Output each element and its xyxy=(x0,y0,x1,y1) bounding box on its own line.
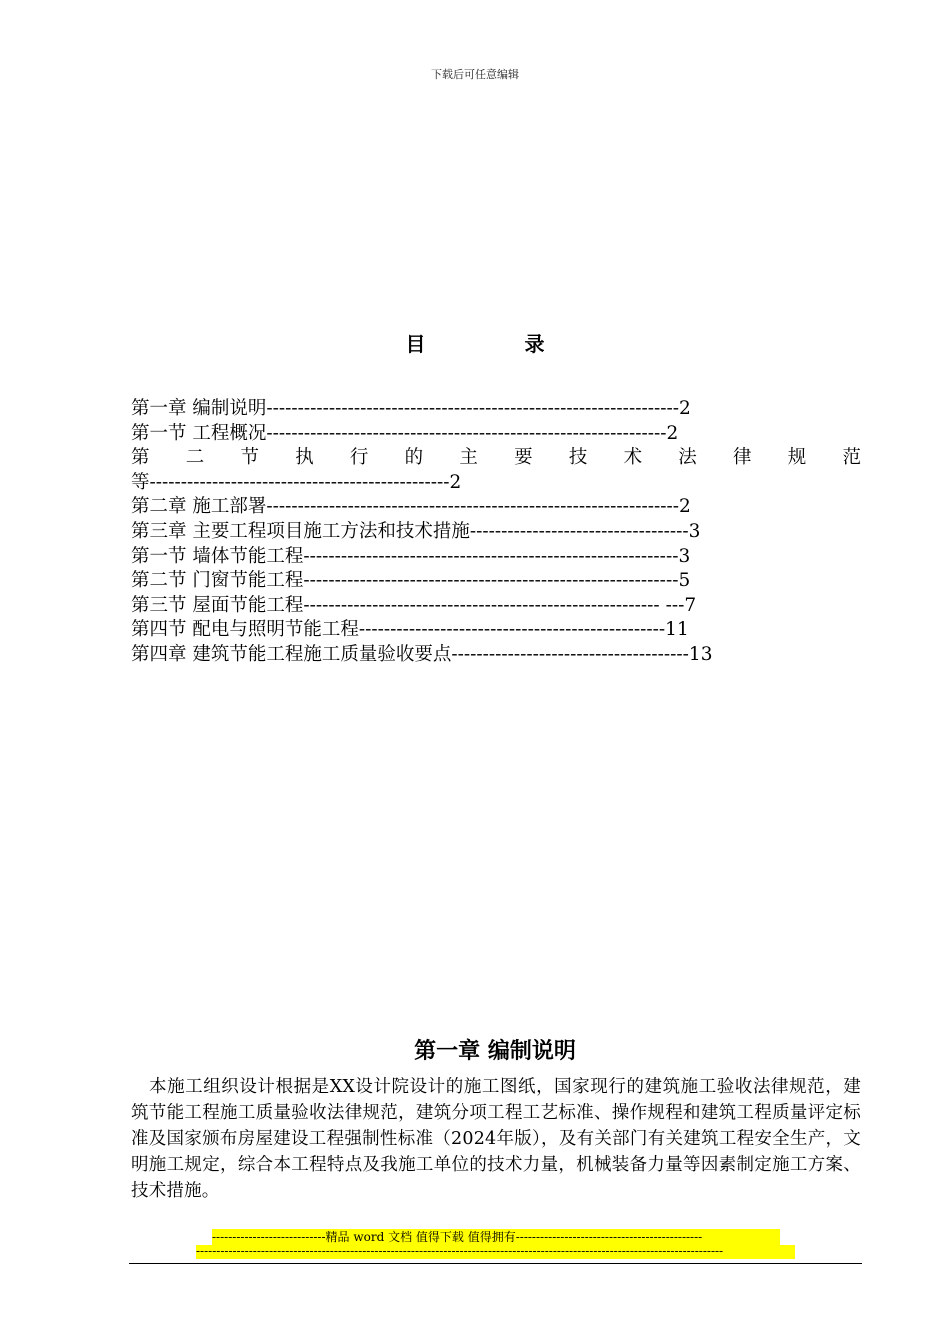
toc-entry: 第二节 门窗节能工程------------------------------------------------------------5 xyxy=(131,570,691,592)
toc-entry: 第一节 墙体节能工程------------------------------------------------------------3 xyxy=(131,545,691,567)
toc-entry: 第四节 配电与照明节能工程-------------------------------------------------11 xyxy=(131,619,689,641)
toc-entry: 第一章 编制说明------------------------------------------------------------------2 xyxy=(131,398,691,419)
toc-entry: 第三节 屋面节能工程--------------------------------------------------------- ---7 xyxy=(131,594,697,616)
chapter-paragraph: 本施工组织设计根据是XX设计院设计的施工图纸，国家现行的建筑施工验收法律规范，建筑节能工程施工质量验收法律规范，建筑分项工程工艺标准、操作规程和建筑工程质量评定标准及国家颁布房屋建设工程强制性标准（2024年版），及有关部门有关建筑工程安全生产，文明施工规定，综合本工程特点及我施工单位的技术力量，机械装备力量等因素制定施工方案、技术措施。 xyxy=(131,1077,861,1201)
toc-entry-continued: 等------------------------------------------------2 xyxy=(131,471,462,493)
toc-entry: 第三章 主要工程项目施工方法和技术措施-----------------------------------3 xyxy=(131,520,701,542)
toc-entry: 第四章 建筑节能工程施工质量验收要点--------------------------------------13 xyxy=(131,643,713,665)
footer-divider xyxy=(129,1263,862,1264)
footer-banner: ----------------------------精品 word 文档 值得下载 值得拥有---------------------------------------------- xyxy=(212,1229,780,1245)
toc-entry: 第 二 节 执 行 的 主 要 技 术 法 律 规 范 xyxy=(131,447,861,469)
toc-title: 目 录 xyxy=(405,332,591,356)
toc-entry: 第一节 工程概况----------------------------------------------------------------2 xyxy=(131,422,679,444)
footer-dash-line: ---------------------------------------------------------------------------------------------------------------------------------- xyxy=(196,1245,795,1259)
table-of-contents xyxy=(131,397,861,668)
chapter-title: 第一章 编制说明 xyxy=(414,1038,576,1064)
toc-entry: 第二章 施工部署------------------------------------------------------------------2 xyxy=(131,496,691,518)
page-header: 下载后可任意编辑 xyxy=(431,68,519,81)
